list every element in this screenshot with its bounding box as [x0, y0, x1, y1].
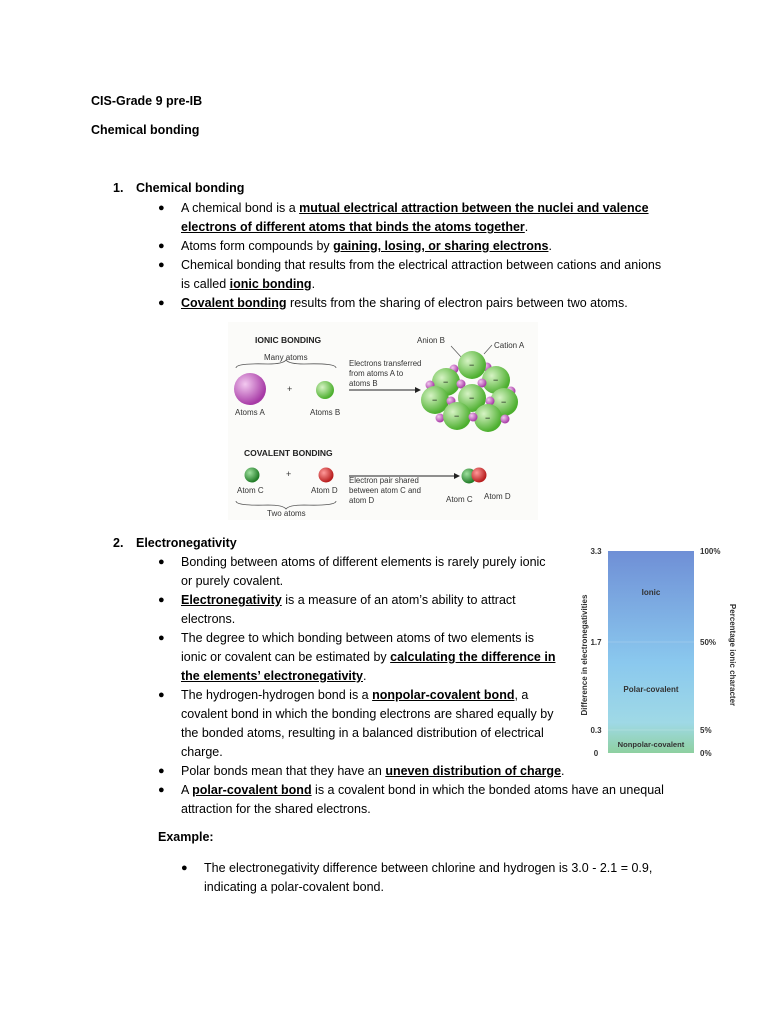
- bullet-icon: ●: [158, 556, 165, 568]
- section2-heading: Electronegativity: [136, 536, 237, 550]
- left-tick-label: 3.3: [590, 547, 602, 556]
- s2-bullet3-line3: the elements’ electronegativity.: [181, 669, 367, 683]
- left-tick-label: 0: [593, 749, 599, 758]
- section1-number: 1.: [113, 181, 124, 195]
- s1-bullet3-line1: Chemical bonding that results from the electrical attraction between cations and anions: [181, 258, 662, 272]
- bullet-icon: ●: [181, 862, 188, 874]
- many-atoms-label: Many atoms: [264, 353, 308, 362]
- region-ionic-label: Ionic: [641, 588, 661, 597]
- region-nonpolar-label: Nonpolar-covalent: [617, 740, 685, 749]
- s2-bullet1-line2: or purely covalent.: [181, 574, 284, 588]
- left-tick-label: 1.7: [590, 638, 602, 647]
- two-atoms-label: Two atoms: [267, 509, 306, 518]
- covalent-bonding-label: COVALENT BONDING: [244, 448, 333, 458]
- bullet-icon: ●: [158, 259, 165, 271]
- cation-a-label: Cation A: [494, 341, 525, 350]
- chart-bar: [608, 551, 694, 753]
- left-axis-label: Difference in electronegativities: [580, 594, 589, 716]
- svg-text:−: −: [443, 377, 449, 387]
- right-tick-label: 100%: [700, 547, 721, 556]
- s2-bullet2-line1: Electronegativity is a measure of an atom’s ability to attract: [181, 593, 516, 607]
- s1-bullet1-line2: electrons of different atoms that binds the atoms together.: [181, 220, 529, 234]
- plus-sign: +: [286, 469, 292, 479]
- transfer-text-2: from atoms A to: [349, 369, 404, 378]
- svg-text:−: −: [432, 395, 438, 405]
- left-tick-label: 0.3: [590, 726, 602, 735]
- s2-bullet4-line2: covalent bond in which the bonding electrons are shared equally by: [181, 707, 554, 721]
- right-tick-label: 0%: [700, 749, 712, 758]
- svg-text:−: −: [493, 375, 499, 385]
- s2-bullet1-line1: Bonding between atoms of different elements is rarely purely ionic: [181, 555, 546, 569]
- example-heading: Example:: [158, 830, 214, 844]
- s2-bullet4-line4: charge.: [181, 745, 223, 759]
- section1-heading: Chemical bonding: [136, 181, 245, 195]
- example-line2: indicating a polar-covalent bond.: [204, 880, 384, 894]
- bullet-icon: ●: [158, 240, 165, 252]
- atom-a-sphere: [234, 373, 266, 405]
- section2-number: 2.: [113, 536, 124, 550]
- s2-bullet2-line2: electrons.: [181, 612, 236, 626]
- region-polar-label: Polar-covalent: [623, 685, 679, 694]
- shared-text-3: atom D: [349, 496, 375, 505]
- transfer-text-3: atoms B: [349, 379, 378, 388]
- atoms-a-label: Atoms A: [235, 408, 265, 417]
- anion-b-label: Anion B: [417, 336, 446, 345]
- svg-text:−: −: [469, 360, 475, 370]
- bullet-icon: ●: [158, 689, 165, 701]
- s1-bullet2: Atoms form compounds by gaining, losing, or sharing electrons.: [181, 239, 552, 253]
- s1-bullet4: Covalent bonding results from the sharing of electron pairs between two atoms.: [181, 296, 628, 310]
- s2-bullet6-line2: attraction for the shared electrons.: [181, 802, 371, 816]
- ionic-bonding-label: IONIC BONDING: [255, 335, 322, 345]
- bonded-atom-d: [472, 468, 487, 483]
- bullet-icon: ●: [158, 202, 165, 214]
- bonded-atom-d-label: Atom D: [484, 492, 511, 501]
- topic-title: Chemical bonding: [91, 123, 200, 137]
- svg-text:−: −: [454, 411, 460, 421]
- s1-bullet1-line1: A chemical bond is a mutual electrical attraction between the nuclei and valence: [181, 201, 649, 215]
- bullet-icon: ●: [158, 297, 165, 309]
- s2-bullet3-line1: The degree to which bonding between atoms of two elements is: [181, 631, 534, 645]
- s2-bullet3-line2: ionic or covalent can be estimated by calculating the difference in: [181, 650, 556, 664]
- shared-text-2: between atom C and: [349, 486, 421, 495]
- course-title: CIS-Grade 9 pre-IB: [91, 94, 203, 108]
- svg-text:−: −: [501, 397, 507, 407]
- atoms-b-label: Atoms B: [310, 408, 341, 417]
- s2-bullet6-line1: A polar-covalent bond is a covalent bond in which the bonded atoms have an unequal: [181, 783, 664, 797]
- svg-text:−: −: [485, 413, 491, 423]
- s2-bullet5: Polar bonds mean that they have an uneven distribution of charge.: [181, 764, 565, 778]
- example-line1: The electronegativity difference between chlorine and hydrogen is 3.0 - 2.1 = 0.9,: [204, 861, 653, 875]
- right-tick-label: 5%: [700, 726, 712, 735]
- atom-c-label: Atom C: [237, 486, 264, 495]
- bonded-atom-c-label: Atom C: [446, 495, 473, 504]
- s1-bullet3-line2: is called ionic bonding.: [181, 277, 316, 291]
- electronegativity-chart: [572, 540, 744, 765]
- shared-text-1: Electron pair shared: [349, 476, 419, 485]
- atom-d-label: Atom D: [311, 486, 338, 495]
- bullet-icon: ●: [158, 594, 165, 606]
- plus-sign: +: [287, 384, 293, 394]
- transfer-text-1: Electrons transferred: [349, 359, 422, 368]
- bonding-figure: [228, 322, 538, 520]
- bullet-icon: ●: [158, 784, 165, 796]
- atom-b-sphere: [316, 381, 334, 399]
- s2-bullet4-line3: the bonded atoms, resulting in a balanced distribution of electrical: [181, 726, 544, 740]
- bullet-icon: ●: [158, 632, 165, 644]
- atom-d-sphere: [319, 468, 334, 483]
- svg-text:−: −: [469, 393, 475, 403]
- s2-bullet4-line1: The hydrogen-hydrogen bond is a nonpolar-covalent bond, a: [181, 688, 529, 702]
- bullet-icon: ●: [158, 765, 165, 777]
- atom-c-sphere: [245, 468, 260, 483]
- right-tick-label: 50%: [700, 638, 717, 647]
- right-axis-label: Percentage ionic character: [728, 603, 737, 707]
